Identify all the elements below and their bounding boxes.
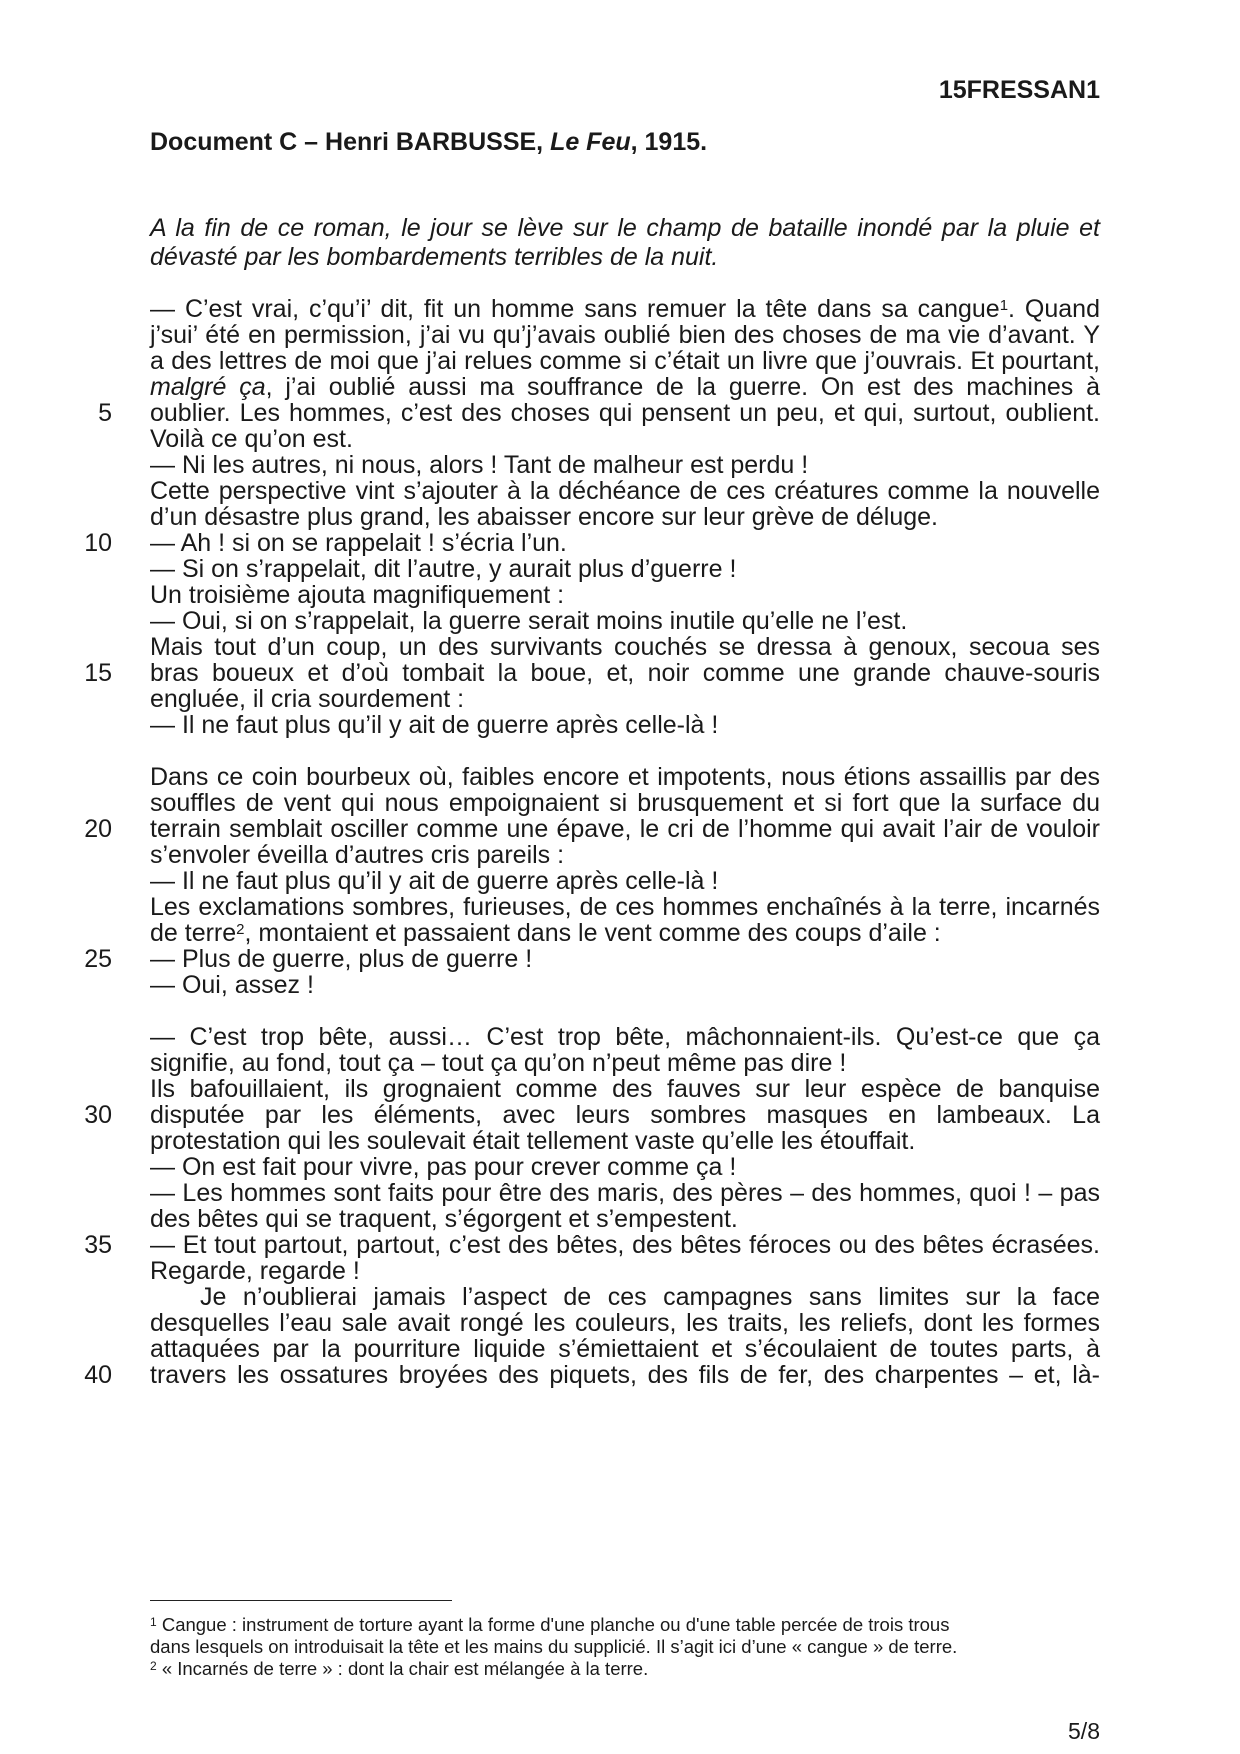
footnote-1-cont: dans lesquels on introduisait la tête et les mains du supplicié. Il s’agit ici d’une « cangue » de terre. [150, 1636, 958, 1657]
line-number: 20 [84, 815, 112, 843]
text-line: — Oui, si on s’rappelait, la guerre serait moins inutile qu’elle ne l’est. [150, 607, 908, 635]
text-line: — On est fait pour vivre, pas pour crever comme ça ! [150, 1153, 737, 1181]
text-line: — C’est trop bête, aussi… C’est trop bête, mâchonnaient-ils. Qu’est-ce que ça [150, 1023, 1100, 1051]
text-line: — C’est vrai, c’qu’i’ dit, fit un homme sans remuer la tête dans sa cangue$^1$. Quand [150, 295, 1100, 323]
title-prefix: Document C – Henri BARBUSSE, [150, 128, 551, 156]
text-line: de terre$^2$, montaient et passaient dans le vent comme des coups d’aile : [150, 919, 941, 947]
text-line: s’envoler éveilla d’autres cris pareils : [150, 841, 565, 869]
footnote-mark: 1 [150, 1615, 157, 1629]
text-line: Regarde, regarde ! [150, 1257, 360, 1285]
text-line: a des lettres de moi que j’ai relues comme si c’était un livre que j’ouvrais. Et pourtant, [150, 347, 1100, 375]
intro-paragraph: A la fin de ce roman, le jour se lève sur le champ de bataille inondé par la pluie et dévasté par les bombardements terribles de la nuit. [150, 214, 1100, 271]
page-number: 5/8 [1068, 1718, 1100, 1744]
text-line: d’un désastre plus grand, les abaisser encore sur leur grève de déluge. [150, 503, 938, 531]
text-line: disputée par les éléments, avec leurs sombres masques en lambeaux. La [150, 1101, 1100, 1129]
title-work: Le Feu [550, 128, 631, 156]
text-line: — Oui, assez ! [150, 971, 314, 999]
text-line: — Il ne faut plus qu’il y ait de guerre après celle-là ! [150, 867, 719, 895]
text-line: Dans ce coin bourbeux où, faibles encore et impotents, nous étions assaillis par des [150, 763, 1100, 791]
text-line: souffles de vent qui nous empoignaient si brusquement et si fort que la surface du [150, 789, 1100, 817]
text-line: Cette perspective vint s’ajouter à la déchéance de ces créatures comme la nouvelle [150, 477, 1100, 505]
text-line: desquelles l’eau sale avait rongé les couleurs, les traits, les reliefs, dont les formes [150, 1309, 1100, 1337]
text-line: attaquées par la pourriture liquide s’émiettaient et s’écoulaient de toutes parts, à [150, 1335, 1100, 1363]
line-number: 5 [98, 399, 112, 427]
text-line: des bêtes qui se traquent, s’égorgent et s’empestent. [150, 1205, 738, 1233]
document-title [150, 128, 707, 157]
line-number: 15 [84, 659, 112, 687]
text-line: travers les ossatures broyées des piquets, des fils de fer, des charpentes – et, là- [150, 1361, 1100, 1389]
text-line: Je n’oublierai jamais l’aspect de ces campagnes sans limites sur la face [200, 1283, 1100, 1311]
footnote-2: $^2$ « Incarnés de terre » : dont la chair est mélangée à la terre. [150, 1658, 649, 1679]
text-line: Les exclamations sombres, furieuses, de ces hommes enchaînés à la terre, incarnés [150, 893, 1100, 921]
text-line: — Ah ! si on se rappelait ! s’écria l’un. [150, 529, 567, 557]
footnote-ref: 2 [236, 921, 245, 938]
text-line: — Si on s’rappelait, dit l’autre, y aurait plus d’guerre ! [150, 555, 737, 583]
line-number: 35 [84, 1231, 112, 1259]
line-number: 10 [84, 529, 112, 557]
text-line: — Et tout partout, partout, c’est des bêtes, des bêtes féroces ou des bêtes écrasées. [150, 1231, 1100, 1259]
text-line: protestation qui les soulevait était tellement vaste qu’elle les étouffait. [150, 1127, 916, 1155]
text-line: signifie, au fond, tout ça – tout ça qu’on n’peut même pas dire ! [150, 1049, 847, 1077]
text-line: malgré ça, j’ai oublié aussi ma souffrance de la guerre. On est des machines à [150, 373, 1100, 401]
text-line: engluée, il cria sourdement : [150, 685, 465, 713]
text-line: — Les hommes sont faits pour être des maris, des pères – des hommes, quoi ! – pas [150, 1179, 1100, 1207]
text-line: — Il ne faut plus qu’il y ait de guerre après celle-là ! [150, 711, 719, 739]
line-number: 25 [84, 945, 112, 973]
text-line: j’sui’ été en permission, j’ai vu qu’j’avais oublié bien des choses de ma vie d’avant. Y [150, 321, 1100, 349]
footnote-separator [150, 1600, 452, 1601]
text-line: terrain semblait osciller comme une épave, le cri de l’homme qui avait l’air de vouloir [150, 815, 1100, 843]
title-suffix: , 1915. [630, 128, 708, 156]
text-line: — Plus de guerre, plus de guerre ! [150, 945, 533, 973]
text-line: Mais tout d’un coup, un des survivants couchés se dressa à genoux, secoua ses [150, 633, 1100, 661]
document-code: 15FRESSAN1 [938, 76, 1100, 104]
text-line: Voilà ce qu’on est. [150, 425, 353, 453]
text-line: Ils bafouillaient, ils grognaient comme des fauves sur leur espèce de banquise [150, 1075, 1100, 1103]
text-line: oublier. Les hommes, c’est des choses qui pensent un peu, et qui, surtout, oublient. [150, 399, 1100, 427]
footnote-1: $^1$ Cangue : instrument de torture ayant la forme d'une planche ou d'une table percée de trois trous [150, 1614, 950, 1635]
text-line: — Ni les autres, ni nous, alors ! Tant de malheur est perdu ! [150, 451, 809, 479]
text-line: bras boueux et d’où tombait la boue, et, noir comme une grande chauve-souris [150, 659, 1100, 687]
line-number: 30 [84, 1101, 112, 1129]
footnote-ref: 1 [999, 297, 1009, 314]
footnote-mark: 2 [150, 1659, 157, 1673]
line-number: 40 [84, 1361, 112, 1389]
text-line: Un troisième ajouta magnifiquement : [150, 581, 565, 609]
